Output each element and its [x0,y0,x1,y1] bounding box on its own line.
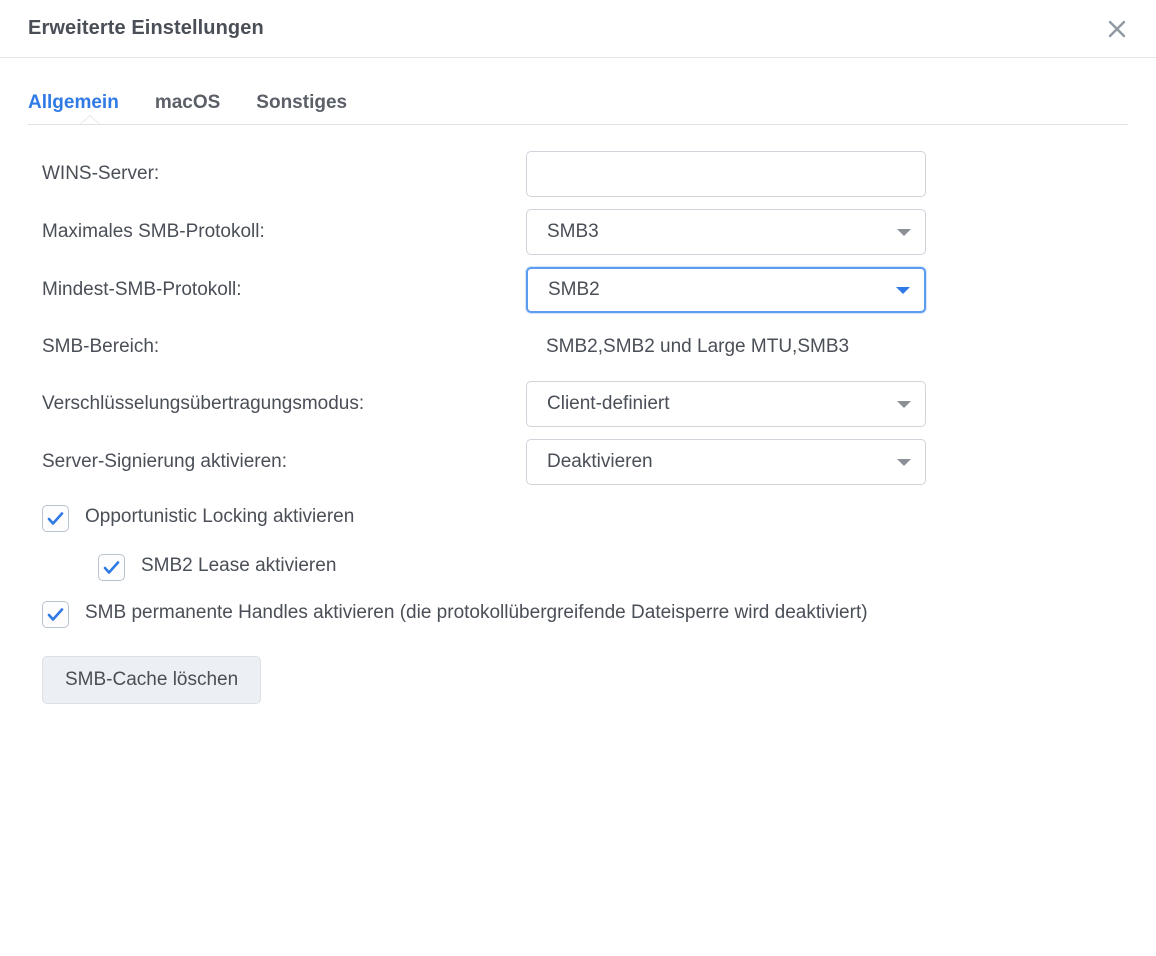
tab-active-caret [80,115,100,124]
tab-underline [28,124,1128,125]
label-wins-server: WINS-Server: [42,163,160,184]
row-transport-encryption [14,381,1128,427]
checkbox-label-opportunistic-locking: Opportunistic Locking aktivieren [85,506,355,527]
min-smb-value: SMB2 [548,279,600,300]
chevron-down-icon [897,459,911,466]
checkbox-smb2-lease[interactable] [98,554,125,581]
close-icon[interactable] [1100,12,1134,46]
checkbox-persistent-handles[interactable] [42,601,69,628]
button-row [14,656,1128,704]
checkbox-row-opportunistic-locking [14,503,1128,532]
label-smb-range: SMB-Bereich: [42,336,160,357]
server-signing-select[interactable] [526,439,926,485]
row-smb-range [14,325,1128,369]
row-min-smb [14,267,1128,313]
label-max-smb: Maximales SMB-Protokoll: [42,221,265,242]
tab-sonstiges[interactable]: Sonstiges [256,92,348,113]
checkbox-row-smb2-lease [14,552,1128,581]
label-min-smb: Mindest-SMB-Protokoll: [42,279,242,300]
checkbox-opportunistic-locking[interactable] [42,505,69,532]
clear-smb-cache-button[interactable]: SMB-Cache löschen [42,656,261,704]
chevron-down-icon [897,401,911,408]
row-wins-server [14,151,1128,197]
tab-bar [0,80,1156,125]
transport-encryption-select[interactable] [526,381,926,427]
tab-allgemein[interactable]: Allgemein [28,92,119,113]
server-signing-value: Deaktivieren [547,451,653,472]
max-smb-select[interactable] [526,209,926,255]
chevron-down-icon [896,287,910,294]
tab-macos[interactable]: macOS [154,92,221,113]
transport-encryption-value: Client-definiert [547,393,670,414]
max-smb-value: SMB3 [547,221,599,242]
settings-form [0,125,1156,956]
min-smb-select[interactable] [526,267,926,313]
label-server-signing: Server-Signierung aktivieren: [42,451,288,472]
row-max-smb [14,209,1128,255]
page-title: Erweiterte Einstellungen [28,17,264,39]
checkbox-row-persistent-handles [14,599,1128,628]
row-server-signing [14,439,1128,485]
chevron-down-icon [897,229,911,236]
label-transport-encryption: Verschlüsselungsübertragungsmodus: [42,393,365,414]
smb-range-value: SMB2,SMB2 und Large MTU,SMB3 [546,336,850,357]
checkbox-label-persistent-handles: SMB permanente Handles aktivieren (die protokollübergreifende Dateisperre wird deaktiviert) [85,602,868,623]
dialog-header [0,0,1156,58]
wins-server-input[interactable] [526,151,926,197]
checkbox-label-smb2-lease: SMB2 Lease aktivieren [141,555,337,576]
